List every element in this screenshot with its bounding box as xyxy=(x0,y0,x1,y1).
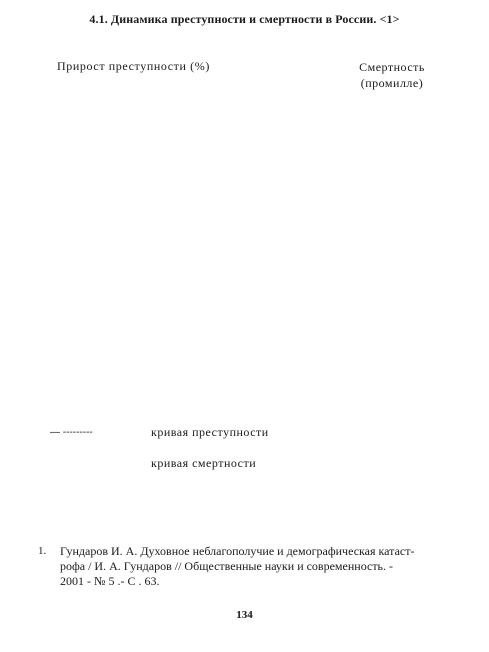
mortality-legend-label: кривая смертности xyxy=(151,456,257,470)
footnote-line-1: Гундаров И. А. Духовное неблагополучие и демографическая катаст- xyxy=(60,544,415,558)
right-axis-label-line1: Смертность xyxy=(359,60,425,74)
footnote-line-3: 2001 - № 5 .- С . 63. xyxy=(60,574,160,588)
page-heading: 4.1. Динамика преступности и смертности в России. <1> xyxy=(89,12,400,26)
right-axis-label-line2: (промилле) xyxy=(360,76,424,90)
page-number: 134 xyxy=(236,609,253,621)
chart-plot-area xyxy=(50,95,440,415)
left-axis-label: Прирост преступности (%) xyxy=(57,59,210,73)
footnote-text xyxy=(60,544,450,589)
right-axis-label xyxy=(352,59,432,91)
crime-legend-label: кривая преступности xyxy=(151,425,269,439)
footnote-marker: 1. xyxy=(38,545,47,557)
crime-line-sample: — --------- xyxy=(50,427,93,438)
footnote-line-2: рофа / И. А. Гундаров // Общественные науки и современность. - xyxy=(60,559,394,573)
